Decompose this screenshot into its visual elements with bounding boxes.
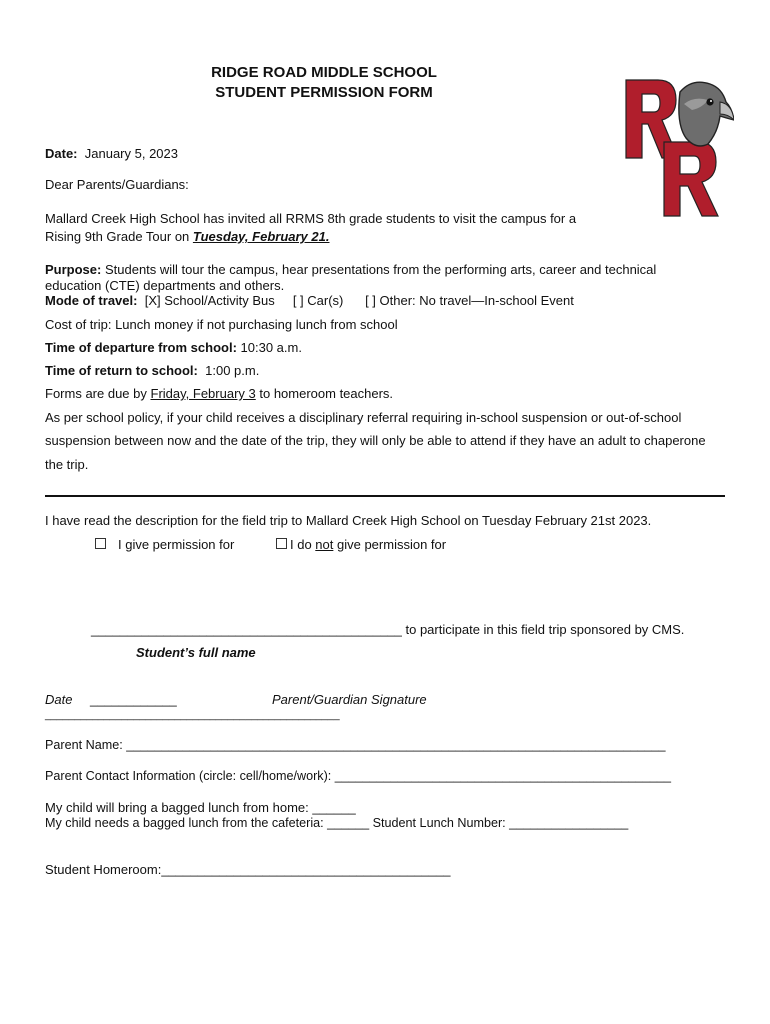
departure-line xyxy=(45,340,302,355)
intro-line-2 xyxy=(45,229,329,244)
parent-contact-field[interactable]: Parent Contact Information (circle: cell/home/work): ________________________________________________ xyxy=(45,769,671,783)
departure-value: 10:30 a.m. xyxy=(240,340,302,355)
divider xyxy=(45,495,725,497)
deny-label-prefix: I do xyxy=(290,537,316,552)
lunch-cafeteria-field[interactable]: My child needs a bagged lunch from the cafeteria: ______ Student Lunch Number: _________________ xyxy=(45,816,629,830)
travel-option-bus: [X] School/Activity Bus xyxy=(144,293,275,308)
form-title: STUDENT PERMISSION FORM xyxy=(215,84,433,101)
deny-permission-option[interactable] xyxy=(276,537,446,552)
participation-line xyxy=(91,622,684,637)
student-name-caption: Student’s full name xyxy=(136,645,256,660)
purpose-text-1: Students will tour the campus, hear presentations from the performing arts, career and technical xyxy=(104,262,657,277)
signature-date-field[interactable]: ____________ xyxy=(90,692,177,707)
greeting: Dear Parents/Guardians: xyxy=(45,177,189,192)
due-suffix: to homeroom teachers. xyxy=(255,386,394,401)
travel-label: Mode of travel: xyxy=(45,293,138,308)
due-line xyxy=(45,386,393,401)
give-permission-option[interactable] xyxy=(95,537,234,552)
signature-date-label: Date xyxy=(45,692,73,707)
due-date: Friday, February 3 xyxy=(150,386,256,401)
parent-signature-field[interactable]: __________________________________________________ xyxy=(45,709,340,721)
give-permission-checkbox[interactable] xyxy=(95,538,106,549)
deny-permission-checkbox[interactable] xyxy=(276,538,287,549)
date-line xyxy=(45,146,178,161)
purpose-line-1 xyxy=(45,262,656,277)
cost-line: Cost of trip: Lunch money if not purchasing lunch from school xyxy=(45,317,398,332)
policy-line-3: the trip. xyxy=(45,457,89,472)
parent-name-field[interactable]: Parent Name: _____________________________________________________________________________ xyxy=(45,738,666,752)
date-label: Date: xyxy=(45,146,78,161)
deny-label-not: not xyxy=(315,537,334,552)
return-value: 1:00 p.m. xyxy=(205,363,260,378)
tour-date: Tuesday, February 21. xyxy=(192,229,330,244)
travel-option-other: [ ] Other: No travel—In-school Event xyxy=(365,293,574,308)
intro-line-1: Mallard Creek High School has invited all RRMS 8th grade students to visit the campus for a xyxy=(45,211,577,226)
purpose-label: Purpose: xyxy=(45,262,102,277)
return-label: Time of return to school: xyxy=(45,363,198,378)
return-line xyxy=(45,363,259,378)
give-permission-label: I give permission for xyxy=(118,537,235,552)
due-prefix: Forms are due by xyxy=(45,386,151,401)
lunch-home-field[interactable]: My child will bring a bagged lunch from home: ______ xyxy=(45,800,356,815)
policy-line-2: suspension between now and the date of the trip, they will only be able to attend if they have an adult to chaperone xyxy=(45,433,706,448)
intro-line-2-text: Rising 9th Grade Tour on xyxy=(45,229,193,244)
purpose-line-2: education (CTE) departments and others. xyxy=(45,278,285,293)
acknowledgement: I have read the description for the field trip to Mallard Creek High School on Tuesday February 21st 2023. xyxy=(45,513,652,528)
parent-signature-label: Parent/Guardian Signature xyxy=(272,692,427,707)
hawk-head-icon xyxy=(679,82,734,146)
deny-label-suffix: give permission for xyxy=(333,537,447,552)
homeroom-field[interactable]: Student Homeroom:________________________________________ xyxy=(45,862,451,877)
policy-line-1: As per school policy, if your child receives a disciplinary referral requiring in-school suspension or out-of-school xyxy=(45,410,682,425)
mode-of-travel xyxy=(45,293,574,308)
departure-label: Time of departure from school: xyxy=(45,340,237,355)
travel-option-car: [ ] Car(s) xyxy=(292,293,344,308)
date-value: January 5, 2023 xyxy=(84,146,178,161)
participation-text: to participate in this field trip sponsored by CMS. xyxy=(401,622,685,637)
rr-hawk-logo-icon xyxy=(622,74,734,220)
student-name-field[interactable]: ___________________________________________ xyxy=(91,622,402,637)
school-name: RIDGE ROAD MIDDLE SCHOOL xyxy=(211,64,437,81)
